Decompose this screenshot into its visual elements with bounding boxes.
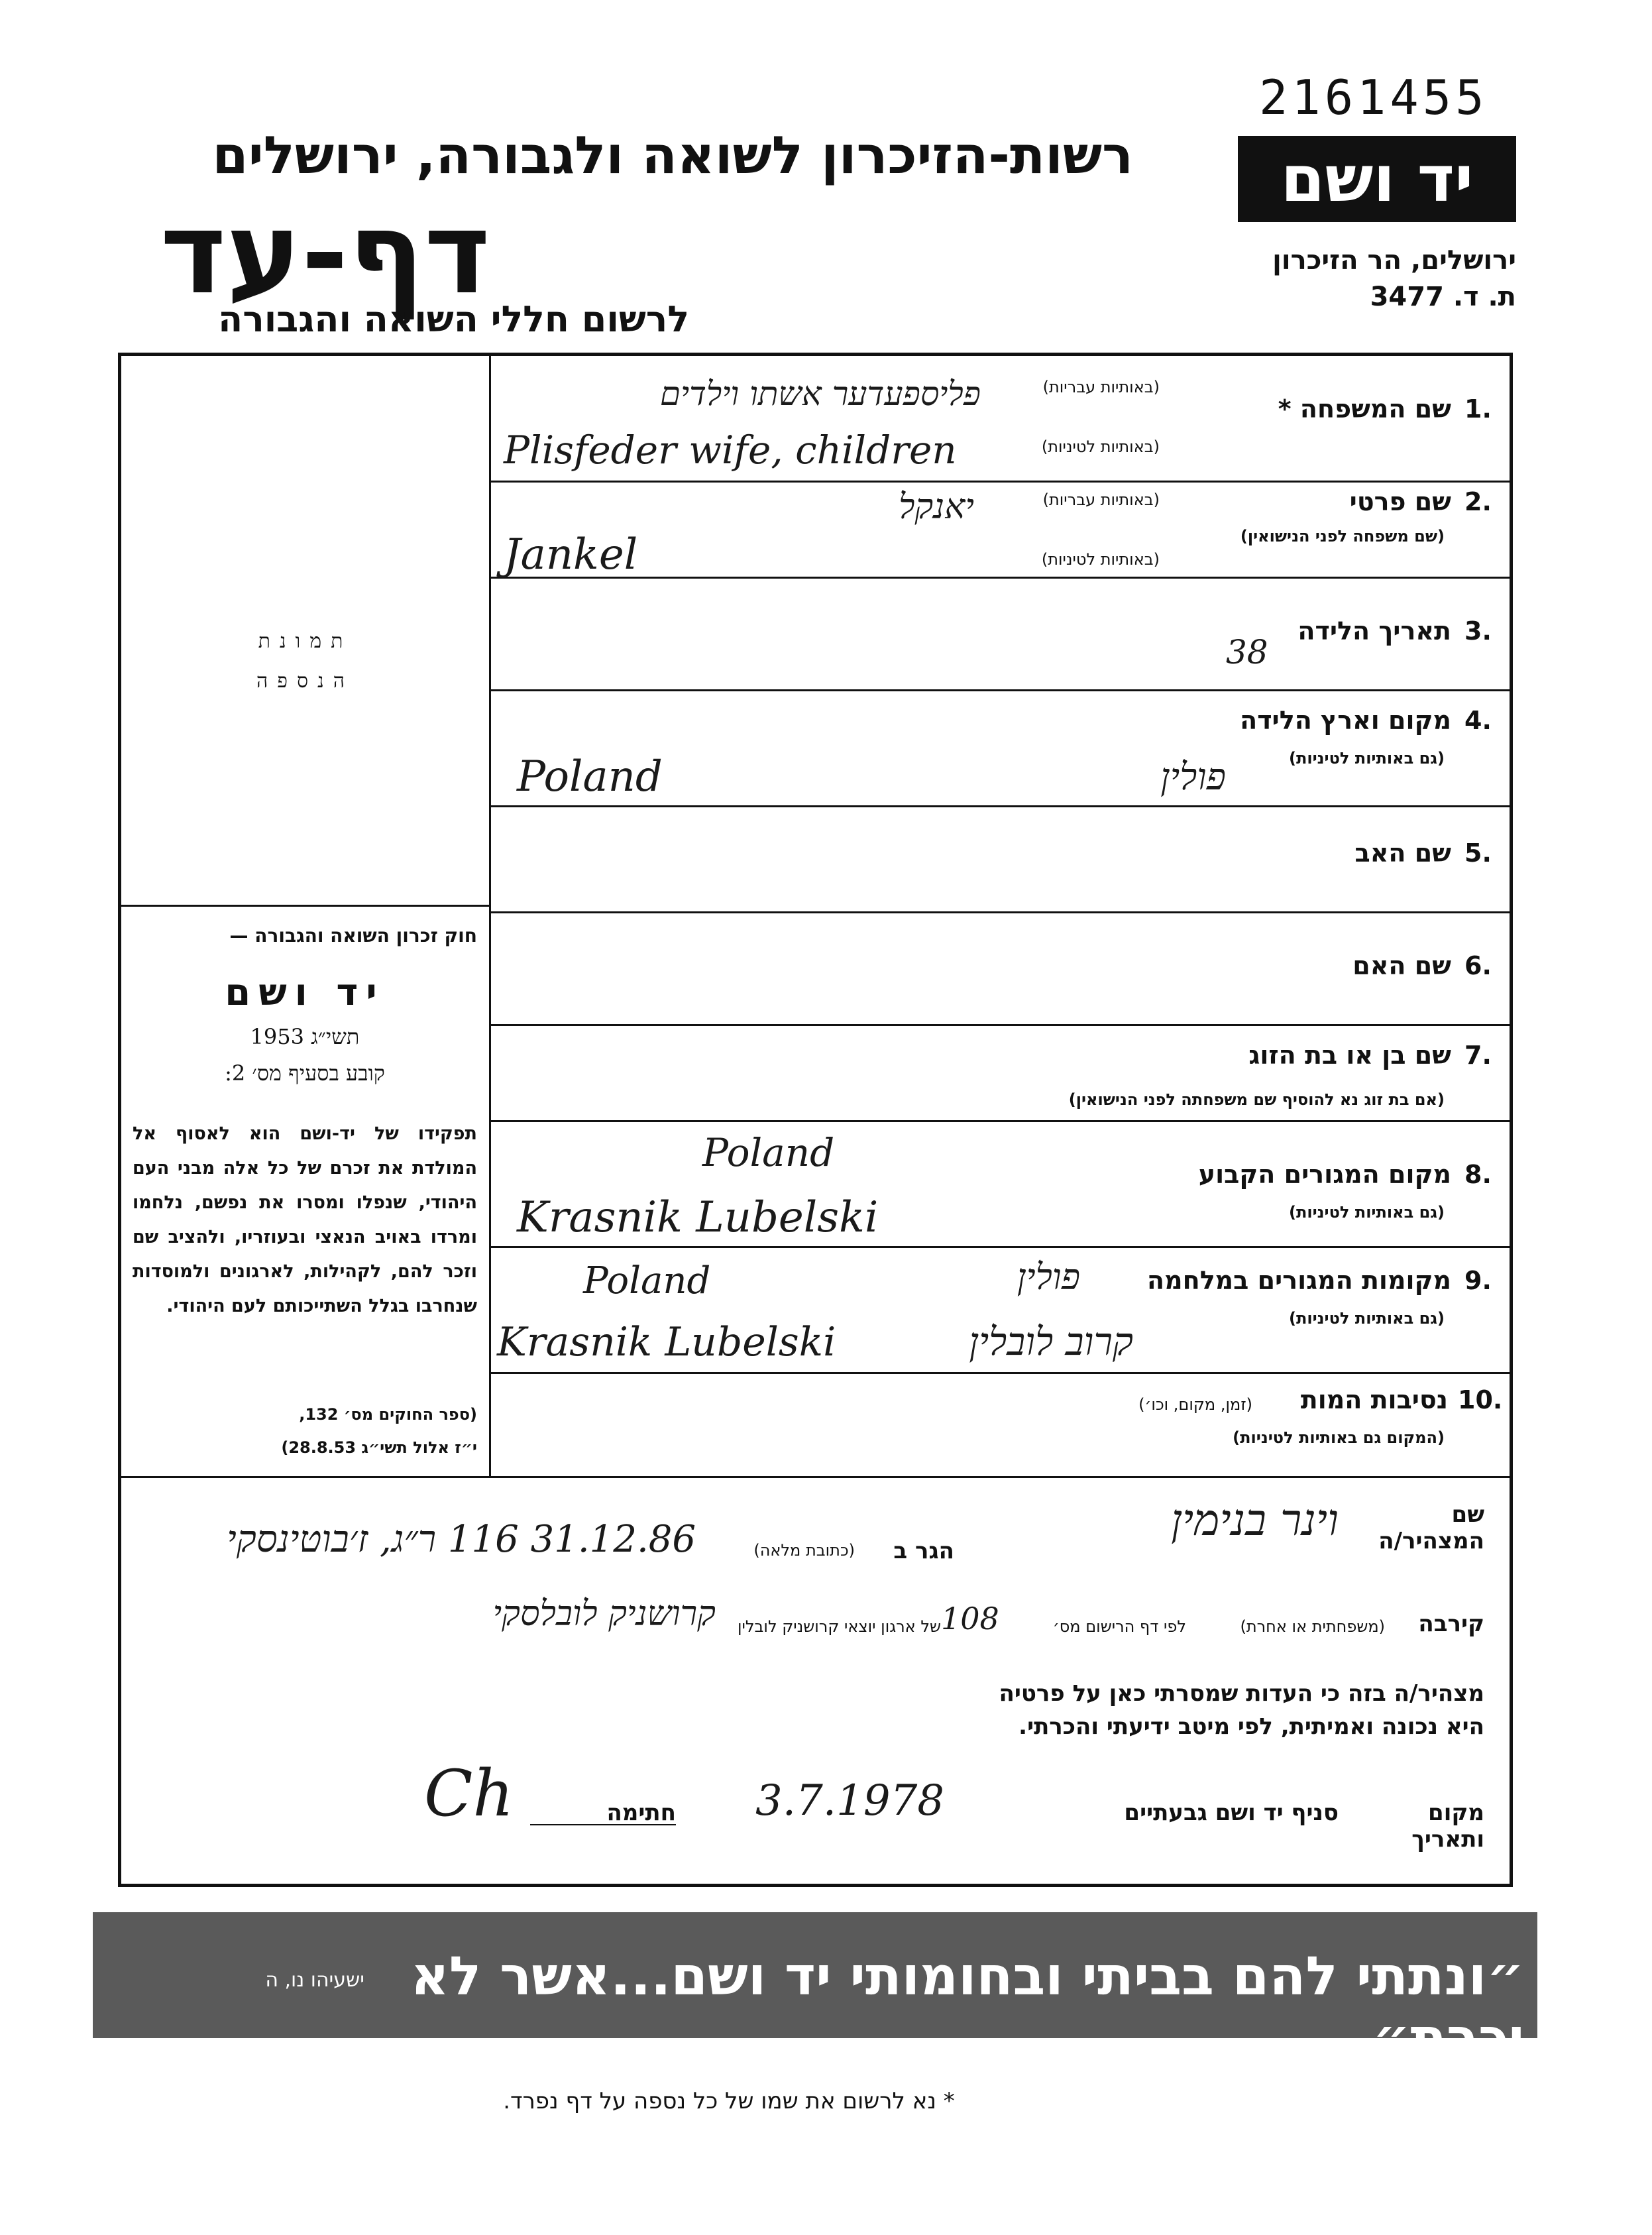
field-9-value-country[interactable]: Poland bbox=[583, 1259, 711, 1302]
law-date: י״ז אלול תשי״ג 28.8.53) bbox=[281, 1438, 477, 1457]
field-10-number: 10. bbox=[1458, 1385, 1503, 1414]
form-title: דף-עד bbox=[160, 188, 490, 319]
signature-label: חתימה bbox=[606, 1800, 676, 1826]
declarant-address-hint: (כתובת מלאה) bbox=[753, 1541, 855, 1560]
field-5-label: שם האב bbox=[1354, 838, 1451, 868]
field-8-number: 8. bbox=[1464, 1160, 1492, 1189]
field-1-number: 1. bbox=[1464, 394, 1492, 424]
field-7-label: שם בן או בת הזוג bbox=[1248, 1041, 1451, 1070]
authority-title: רשות-הזיכרון לשואה ולגבורה, ירושלים bbox=[212, 126, 1133, 186]
date-value[interactable]: 3.7.1978 bbox=[755, 1776, 944, 1825]
registry-prefix: לפי דף הרישום מס׳ bbox=[1052, 1617, 1186, 1636]
field-1-hint-latin: (באותיות לטיניות) bbox=[1041, 437, 1160, 456]
row-divider bbox=[489, 689, 1510, 691]
row-divider bbox=[489, 481, 1510, 483]
statement-line-2: היא נכונה ואמיתית, לפי מיטב ידיעתי והכרתי. bbox=[1019, 1713, 1484, 1740]
relation-value[interactable]: קרושניק לובלסקי bbox=[492, 1594, 716, 1634]
field-10-hint: (זמן, מקום, וכו׳) bbox=[1138, 1395, 1252, 1414]
field-3-value[interactable]: 38 bbox=[1226, 633, 1268, 671]
field-4-label: מקום וארץ הלידה bbox=[1240, 706, 1451, 735]
declarant-name-label: שם המצהיר/ה bbox=[1378, 1501, 1484, 1554]
law-year: תשי״ג 1953 bbox=[250, 1024, 360, 1049]
field-2-hint-latin: (באותיות לטיניות) bbox=[1041, 550, 1160, 569]
field-9-sub: (גם באותיות לטיניות) bbox=[1289, 1309, 1445, 1328]
field-1-value-hebrew[interactable]: פליספעדער אשתו וילדים bbox=[659, 374, 981, 413]
institution-address: ירושלים, הר הזיכרון bbox=[1272, 245, 1516, 276]
field-6-number: 6. bbox=[1464, 951, 1492, 980]
banner-source: ישעיהו נו, ה bbox=[265, 1969, 364, 1992]
field-2-number: 2. bbox=[1464, 487, 1492, 516]
row-divider bbox=[489, 1024, 1510, 1026]
statement-line-1: מצהיר/ה בזה כי העדות שמסרתי כאן על פרטיה bbox=[999, 1680, 1484, 1707]
footnote: * נא לרשום את שמו של כל נספה על דף נפרד. bbox=[503, 2088, 955, 2114]
institution-po-box: ת. ד. 3477 bbox=[1370, 282, 1516, 312]
field-8-value-town[interactable]: Krasnik Lubelski bbox=[517, 1193, 879, 1242]
signature-line bbox=[530, 1824, 676, 1825]
field-2-sub: (שם משפחה לפני הנישואין) bbox=[1240, 527, 1445, 545]
law-title: חוק זכרון השואה והגבורה — bbox=[229, 925, 477, 946]
declarant-address-label: הגר ב bbox=[893, 1538, 954, 1564]
field-2-value-latin[interactable]: Jankel bbox=[504, 530, 638, 579]
field-10-label: נסיבות המות bbox=[1300, 1385, 1448, 1414]
declarant-name-value[interactable]: וינר בנימין bbox=[1171, 1495, 1339, 1546]
field-1-value-latin[interactable]: Plisfeder wife, children bbox=[504, 428, 957, 473]
relation-label: קירבה bbox=[1418, 1611, 1484, 1637]
document-number: 2161455 bbox=[1259, 70, 1488, 125]
place-date-label: מקום ותאריך bbox=[1411, 1800, 1484, 1853]
declarant-address-value[interactable]: 31.12.86 116 ר״ג, ז׳בוטינסקי bbox=[227, 1518, 696, 1561]
row-divider bbox=[489, 1120, 1510, 1122]
field-9-value-town[interactable]: Krasnik Lubelski bbox=[497, 1319, 836, 1365]
place-value[interactable]: סניף יד ושם גבעתיים bbox=[1124, 1800, 1339, 1826]
field-4-value-hebrew[interactable]: פולין bbox=[1160, 756, 1226, 799]
field-2-label: שם פרטי bbox=[1349, 487, 1451, 516]
left-column-divider bbox=[121, 905, 489, 907]
field-1-hint-hebrew: (באותיות עבריות) bbox=[1042, 378, 1160, 396]
photo-label-line2: הנספה bbox=[256, 669, 355, 693]
form-subtitle: לרשום חללי השואה והגבורה bbox=[218, 298, 689, 340]
law-name: יד ושם bbox=[225, 971, 385, 1014]
field-8-label: מקום המגורים הקבוע bbox=[1198, 1160, 1451, 1189]
field-6-label: שם האם bbox=[1352, 951, 1451, 980]
field-7-sub: (אם בת זוג נא להוסיף שם משפחתה לפני הנישואין) bbox=[1068, 1090, 1445, 1109]
field-4-sub: (גם באותיות לטיניות) bbox=[1289, 749, 1445, 768]
banner-quote: ״ונתתי להם בביתי ובחומותי יד ושם...אשר לא יכרת״ bbox=[410, 1945, 1524, 2069]
photo-label-line1: תמונת bbox=[258, 630, 353, 653]
law-body: תפקידו של יד-ושם הוא לאסוף אל המולדת את זכרם של כל אלה מבני העם היהודי, שנפלו ומסרו את נפשם, נלחמו ומרדו באויב הנאצי ובעוזריו, ולהציב שם וזכר להם, לקהילות, לארגונים ולמוסדות שנחרבו בגלל השתייכותם לעם היהודי. bbox=[133, 1123, 477, 1316]
field-7-number: 7. bbox=[1464, 1041, 1492, 1070]
field-1-label: שם המשפחה * bbox=[1278, 394, 1451, 424]
field-5-number: 5. bbox=[1464, 838, 1492, 868]
field-9-label: מקומות המגורים במלחמה bbox=[1146, 1266, 1451, 1295]
relation-hint: (משפחתית או אחרת) bbox=[1240, 1617, 1385, 1636]
field-4-value-latin[interactable]: Poland bbox=[517, 752, 663, 801]
signature-value[interactable]: Ch bbox=[424, 1756, 514, 1831]
row-divider bbox=[489, 911, 1510, 913]
field-9-value-hebrew-country[interactable]: פולין bbox=[1017, 1256, 1080, 1298]
field-3-number: 3. bbox=[1464, 616, 1492, 646]
section-divider bbox=[121, 1476, 1513, 1478]
row-divider bbox=[489, 1372, 1510, 1374]
field-3-label: תאריך הלידה bbox=[1297, 616, 1451, 646]
registry-org: של ארגון יוצאי קרושניק לובלין bbox=[738, 1617, 941, 1636]
field-8-sub: (גם באותיות לטיניות) bbox=[1289, 1203, 1445, 1222]
law-clause: קובע בסעיף מס׳ 2: bbox=[225, 1060, 385, 1086]
field-8-value-country[interactable]: Poland bbox=[702, 1130, 835, 1175]
field-2-hint-hebrew: (באותיות עבריות) bbox=[1042, 490, 1160, 509]
registry-number[interactable]: 108 bbox=[941, 1601, 999, 1636]
field-2-value-hebrew[interactable]: יאנקל bbox=[899, 487, 974, 527]
field-4-number: 4. bbox=[1464, 706, 1492, 735]
yad-vashem-logo: יד ושם bbox=[1238, 136, 1516, 222]
row-divider bbox=[489, 805, 1510, 807]
field-9-number: 9. bbox=[1464, 1266, 1492, 1295]
row-divider bbox=[489, 1246, 1510, 1248]
field-10-sub: (המקום גם באותיות לטיניות) bbox=[1233, 1428, 1445, 1447]
law-source: (ספר החוקים מס׳ 132, bbox=[299, 1405, 477, 1424]
field-9-value-hebrew-town[interactable]: קרוב לובלין bbox=[969, 1319, 1133, 1364]
